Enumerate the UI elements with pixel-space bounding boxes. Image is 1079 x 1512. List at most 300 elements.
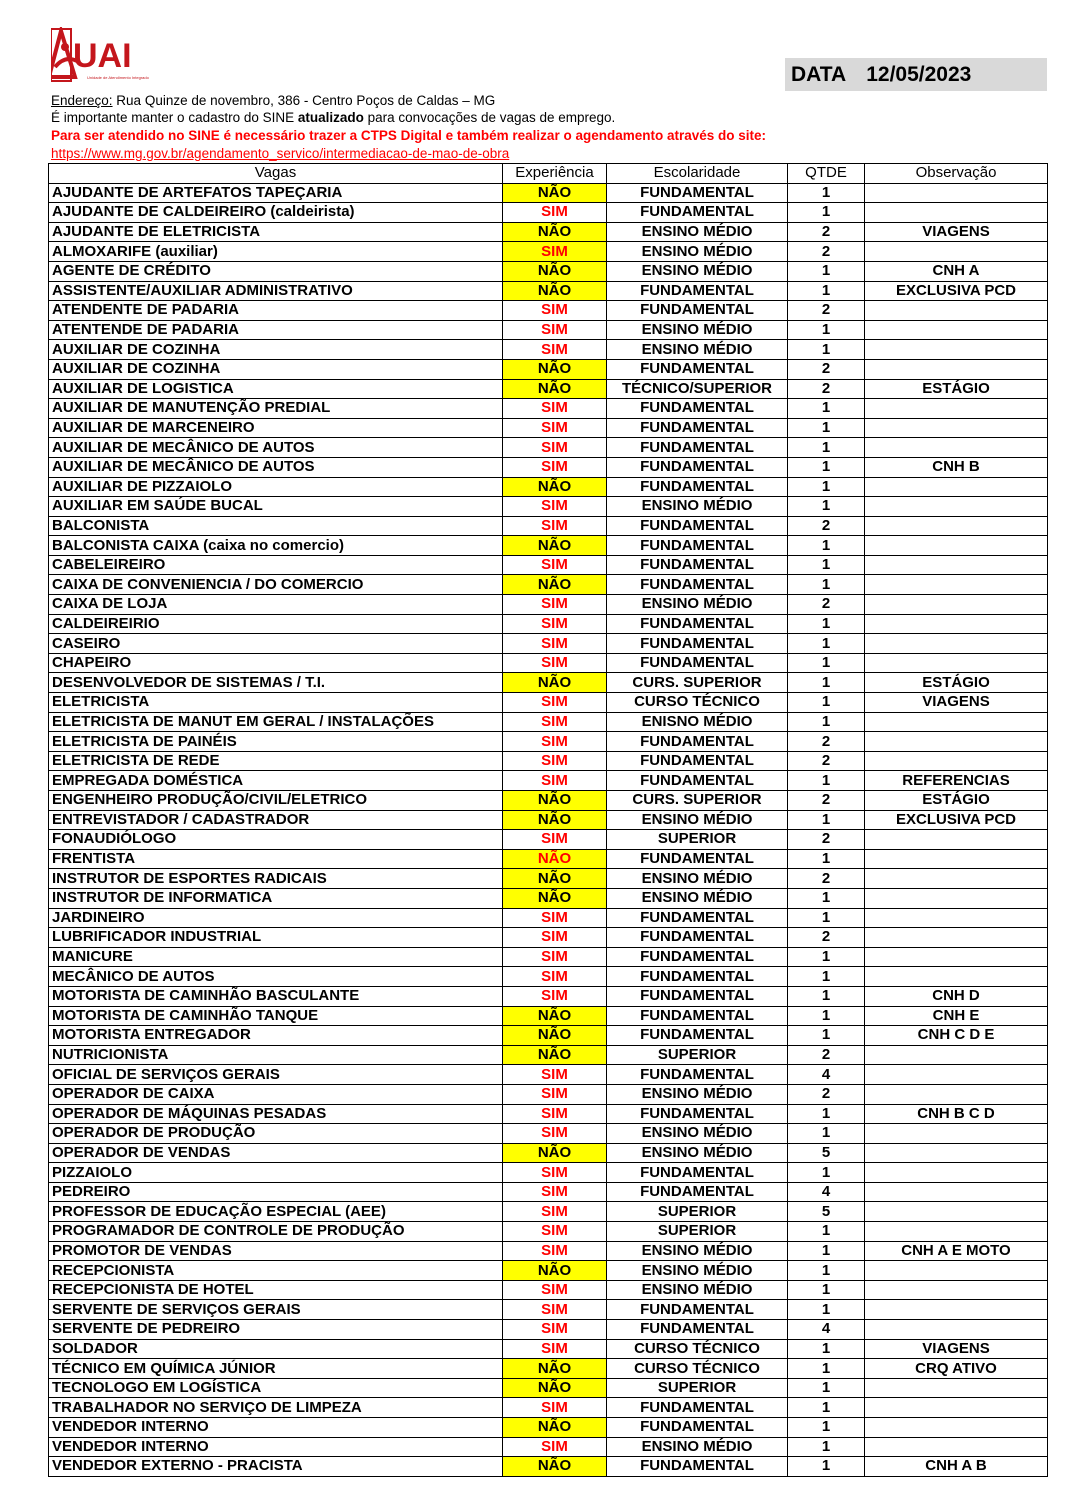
- qtde-cell: 1: [788, 1339, 865, 1359]
- observacao-cell: EXCLUSIVA PCD: [865, 810, 1048, 830]
- qtde-cell: 2: [788, 732, 865, 752]
- table-row: [49, 1065, 1048, 1085]
- experiencia-cell: SIM: [503, 1437, 607, 1457]
- table-row: [49, 614, 1048, 634]
- experiencia-cell: SIM: [503, 301, 607, 321]
- experiencia-cell: SIM: [503, 1339, 607, 1359]
- observacao-cell: [865, 869, 1048, 889]
- escolaridade-cell: ENSINO MÉDIO: [607, 1241, 788, 1261]
- escolaridade-cell: FUNDAMENTAL: [607, 516, 788, 536]
- qtde-cell: 1: [788, 693, 865, 713]
- escolaridade-cell: ENISNO MÉDIO: [607, 712, 788, 732]
- table-row: [49, 830, 1048, 850]
- qtde-cell: 1: [788, 614, 865, 634]
- observacao-cell: [865, 1202, 1048, 1222]
- observacao-cell: [865, 1163, 1048, 1183]
- qtde-cell: 1: [788, 575, 865, 595]
- vaga-cell: AUXILIAR DE COZINHA: [49, 340, 503, 360]
- observacao-cell: [865, 732, 1048, 752]
- table-row: [49, 1300, 1048, 1320]
- escolaridade-cell: FUNDAMENTAL: [607, 751, 788, 771]
- experiencia-cell: NÃO: [503, 1045, 607, 1065]
- experiencia-cell: NÃO: [503, 1261, 607, 1281]
- qtde-cell: 1: [788, 1418, 865, 1438]
- qtde-cell: 1: [788, 1006, 865, 1026]
- table-row: [49, 242, 1048, 262]
- escolaridade-cell: FUNDAMENTAL: [607, 928, 788, 948]
- qtde-cell: 1: [788, 399, 865, 419]
- observacao-cell: [865, 928, 1048, 948]
- observacao-cell: [865, 967, 1048, 987]
- table-row: [49, 967, 1048, 987]
- vaga-cell: OPERADOR DE MÁQUINAS PESADAS: [49, 1104, 503, 1124]
- observacao-cell: [865, 575, 1048, 595]
- observacao-cell: [865, 555, 1048, 575]
- qtde-cell: 1: [788, 967, 865, 987]
- experiencia-cell: NÃO: [503, 183, 607, 203]
- vaga-cell: ENTREVISTADOR / CADASTRADOR: [49, 810, 503, 830]
- table-row: [49, 1124, 1048, 1144]
- table-row: [49, 1241, 1048, 1261]
- vaga-cell: AJUDANTE DE CALDEIREIRO (caldeirista): [49, 203, 503, 223]
- experiencia-cell: SIM: [503, 732, 607, 752]
- vaga-cell: LUBRIFICADOR INDUSTRIAL: [49, 928, 503, 948]
- qtde-cell: 1: [788, 1359, 865, 1379]
- experiencia-cell: NÃO: [503, 1026, 607, 1046]
- experiencia-cell: SIM: [503, 986, 607, 1006]
- vaga-cell: ATENDENTE DE PADARIA: [49, 301, 503, 321]
- notice-post: para convocações de vagas de emprego.: [363, 110, 616, 125]
- qtde-cell: 2: [788, 869, 865, 889]
- qtde-cell: 1: [788, 1261, 865, 1281]
- table-row: [49, 1398, 1048, 1418]
- date-label: DATA: [791, 62, 847, 86]
- vaga-cell: FRENTISTA: [49, 849, 503, 869]
- vaga-cell: PROFESSOR DE EDUCAÇÃO ESPECIAL (AEE): [49, 1202, 503, 1222]
- observacao-cell: [865, 497, 1048, 517]
- escolaridade-cell: ENSINO MÉDIO: [607, 888, 788, 908]
- qtde-cell: 1: [788, 261, 865, 281]
- vaga-cell: AJUDANTE DE ELETRICISTA: [49, 222, 503, 242]
- vaga-cell: TÉCNICO EM QUÍMICA JÚNIOR: [49, 1359, 503, 1379]
- vaga-cell: BALCONISTA CAIXA (caixa no comercio): [49, 536, 503, 556]
- observacao-cell: [865, 536, 1048, 556]
- observacao-cell: [865, 477, 1048, 497]
- observacao-cell: EXCLUSIVA PCD: [865, 281, 1048, 301]
- experiencia-cell: NÃO: [503, 849, 607, 869]
- observacao-cell: [865, 242, 1048, 262]
- qtde-cell: 1: [788, 418, 865, 438]
- experiencia-cell: SIM: [503, 908, 607, 928]
- escolaridade-cell: FUNDAMENTAL: [607, 477, 788, 497]
- table-row: [49, 359, 1048, 379]
- observacao-cell: [865, 399, 1048, 419]
- observacao-cell: CNH B: [865, 457, 1048, 477]
- escolaridade-cell: CURS. SUPERIOR: [607, 673, 788, 693]
- logo-text: UAI: [73, 37, 132, 75]
- observacao-cell: ESTÁGIO: [865, 791, 1048, 811]
- vaga-cell: OFICIAL DE SERVIÇOS GERAIS: [49, 1065, 503, 1085]
- table-row: [49, 908, 1048, 928]
- qtde-cell: 1: [788, 1457, 865, 1477]
- vaga-cell: PEDREIRO: [49, 1182, 503, 1202]
- observacao-cell: [865, 340, 1048, 360]
- vaga-cell: SERVENTE DE SERVIÇOS GERAIS: [49, 1300, 503, 1320]
- address-line: [51, 92, 495, 109]
- escolaridade-cell: FUNDAMENTAL: [607, 849, 788, 869]
- table-row: [49, 555, 1048, 575]
- qtde-cell: 1: [788, 1124, 865, 1144]
- escolaridade-cell: ENSINO MÉDIO: [607, 810, 788, 830]
- observacao-cell: [865, 634, 1048, 654]
- table-row: [49, 634, 1048, 654]
- qtde-cell: 1: [788, 634, 865, 654]
- qtde-cell: 1: [788, 653, 865, 673]
- qtde-cell: 1: [788, 1104, 865, 1124]
- vaga-cell: CASEIRO: [49, 634, 503, 654]
- observacao-cell: [865, 359, 1048, 379]
- experiencia-cell: SIM: [503, 516, 607, 536]
- vaga-cell: EMPREGADA DOMÉSTICA: [49, 771, 503, 791]
- table-header-row: [49, 164, 1048, 184]
- observacao-cell: CNH A E MOTO: [865, 1241, 1048, 1261]
- notice-bold: atualizado: [297, 110, 364, 125]
- escolaridade-cell: FUNDAMENTAL: [607, 653, 788, 673]
- table-row: [49, 1457, 1048, 1477]
- escolaridade-cell: ENSINO MÉDIO: [607, 1437, 788, 1457]
- notice-pre: É importante manter o cadastro do SINE: [51, 110, 298, 125]
- experiencia-cell: SIM: [503, 340, 607, 360]
- qtde-cell: 1: [788, 771, 865, 791]
- qtde-cell: 4: [788, 1182, 865, 1202]
- vaga-cell: MOTORISTA DE CAMINHÃO BASCULANTE: [49, 986, 503, 1006]
- table-row: [49, 281, 1048, 301]
- experiencia-cell: SIM: [503, 1104, 607, 1124]
- qtde-cell: 1: [788, 712, 865, 732]
- observacao-cell: CNH E: [865, 1006, 1048, 1026]
- header-experiencia: Experiência: [503, 164, 607, 184]
- escolaridade-cell: FUNDAMENTAL: [607, 1300, 788, 1320]
- vagas-table: [48, 163, 1048, 1477]
- experiencia-cell: NÃO: [503, 869, 607, 889]
- experiencia-cell: SIM: [503, 1163, 607, 1183]
- escolaridade-cell: FUNDAMENTAL: [607, 1026, 788, 1046]
- experiencia-cell: SIM: [503, 595, 607, 615]
- table-row: [49, 1222, 1048, 1242]
- table-row: [49, 399, 1048, 419]
- observacao-cell: [865, 203, 1048, 223]
- vaga-cell: NUTRICIONISTA: [49, 1045, 503, 1065]
- vaga-cell: BALCONISTA: [49, 516, 503, 536]
- observacao-cell: [865, 1437, 1048, 1457]
- vaga-cell: PROMOTOR DE VENDAS: [49, 1241, 503, 1261]
- escolaridade-cell: FUNDAMENTAL: [607, 1418, 788, 1438]
- escolaridade-cell: CURSO TÉCNICO: [607, 1339, 788, 1359]
- table-row: [49, 1202, 1048, 1222]
- experiencia-cell: SIM: [503, 928, 607, 948]
- qtde-cell: 2: [788, 222, 865, 242]
- escolaridade-cell: ENSINO MÉDIO: [607, 320, 788, 340]
- vaga-cell: JARDINEIRO: [49, 908, 503, 928]
- table-row: [49, 810, 1048, 830]
- table-body: [49, 183, 1048, 1476]
- observacao-cell: [865, 595, 1048, 615]
- experiencia-cell: NÃO: [503, 1378, 607, 1398]
- table-row: [49, 261, 1048, 281]
- qtde-cell: 1: [788, 947, 865, 967]
- experiencia-cell: NÃO: [503, 222, 607, 242]
- qtde-cell: 1: [788, 457, 865, 477]
- qtde-cell: 2: [788, 379, 865, 399]
- vaga-cell: AUXILIAR DE COZINHA: [49, 359, 503, 379]
- experiencia-cell: SIM: [503, 693, 607, 713]
- date-value: 12/05/2023: [866, 62, 972, 86]
- vaga-cell: AUXILIAR DE MECÂNICO DE AUTOS: [49, 457, 503, 477]
- escolaridade-cell: ENSINO MÉDIO: [607, 497, 788, 517]
- qtde-cell: 5: [788, 1143, 865, 1163]
- table-row: [49, 203, 1048, 223]
- escolaridade-cell: FUNDAMENTAL: [607, 183, 788, 203]
- escolaridade-cell: ENSINO MÉDIO: [607, 1261, 788, 1281]
- vaga-cell: OPERADOR DE VENDAS: [49, 1143, 503, 1163]
- table-row: [49, 1182, 1048, 1202]
- vaga-cell: FONAUDIÓLOGO: [49, 830, 503, 850]
- qtde-cell: 1: [788, 1241, 865, 1261]
- escolaridade-cell: FUNDAMENTAL: [607, 1182, 788, 1202]
- vaga-cell: CHAPEIRO: [49, 653, 503, 673]
- observacao-cell: CNH C D E: [865, 1026, 1048, 1046]
- experiencia-cell: NÃO: [503, 791, 607, 811]
- experiencia-cell: NÃO: [503, 477, 607, 497]
- vaga-cell: CAIXA DE CONVENIENCIA / DO COMERCIO: [49, 575, 503, 595]
- observacao-cell: [865, 1182, 1048, 1202]
- experiencia-cell: NÃO: [503, 575, 607, 595]
- table-row: [49, 183, 1048, 203]
- observacao-cell: VIAGENS: [865, 222, 1048, 242]
- observacao-cell: [865, 438, 1048, 458]
- escolaridade-cell: FUNDAMENTAL: [607, 1320, 788, 1340]
- observacao-cell: REFERENCIAS: [865, 771, 1048, 791]
- experiencia-cell: SIM: [503, 712, 607, 732]
- qtde-cell: 1: [788, 1300, 865, 1320]
- qtde-cell: 1: [788, 555, 865, 575]
- observacao-cell: ESTÁGIO: [865, 673, 1048, 693]
- qtde-cell: 1: [788, 673, 865, 693]
- vaga-cell: ALMOXARIFE (auxiliar): [49, 242, 503, 262]
- qtde-cell: 1: [788, 203, 865, 223]
- vaga-cell: MOTORISTA ENTREGADOR: [49, 1026, 503, 1046]
- observacao-cell: CNH A B: [865, 1457, 1048, 1477]
- qtde-cell: 1: [788, 1280, 865, 1300]
- experiencia-cell: SIM: [503, 399, 607, 419]
- vaga-cell: ENGENHEIRO PRODUÇÃO/CIVIL/ELETRICO: [49, 791, 503, 811]
- qtde-cell: 2: [788, 1084, 865, 1104]
- observacao-cell: [865, 712, 1048, 732]
- table-row: [49, 928, 1048, 948]
- qtde-cell: 2: [788, 791, 865, 811]
- experiencia-cell: SIM: [503, 1182, 607, 1202]
- escolaridade-cell: FUNDAMENTAL: [607, 457, 788, 477]
- table-row: [49, 712, 1048, 732]
- vaga-cell: ELETRICISTA DE PAINÉIS: [49, 732, 503, 752]
- qtde-cell: 1: [788, 810, 865, 830]
- table-row: [49, 1359, 1048, 1379]
- vaga-cell: MECÂNICO DE AUTOS: [49, 967, 503, 987]
- observacao-cell: [865, 1398, 1048, 1418]
- escolaridade-cell: CURSO TÉCNICO: [607, 693, 788, 713]
- table-row: [49, 438, 1048, 458]
- table-row: [49, 771, 1048, 791]
- table-row: [49, 849, 1048, 869]
- escolaridade-cell: ENSINO MÉDIO: [607, 1143, 788, 1163]
- observacao-cell: CNH A: [865, 261, 1048, 281]
- experiencia-cell: SIM: [503, 947, 607, 967]
- experiencia-cell: SIM: [503, 418, 607, 438]
- table-row: [49, 301, 1048, 321]
- experiencia-cell: NÃO: [503, 359, 607, 379]
- qtde-cell: 2: [788, 595, 865, 615]
- observacao-cell: VIAGENS: [865, 693, 1048, 713]
- table-row: [49, 516, 1048, 536]
- escolaridade-cell: FUNDAMENTAL: [607, 771, 788, 791]
- observacao-cell: [865, 183, 1048, 203]
- experiencia-cell: SIM: [503, 653, 607, 673]
- table-row: [49, 653, 1048, 673]
- observacao-cell: [865, 1261, 1048, 1281]
- qtde-cell: 1: [788, 1163, 865, 1183]
- table-row: [49, 320, 1048, 340]
- escolaridade-cell: FUNDAMENTAL: [607, 908, 788, 928]
- observacao-cell: [865, 751, 1048, 771]
- table-row: [49, 673, 1048, 693]
- escolaridade-cell: ENSINO MÉDIO: [607, 869, 788, 889]
- escolaridade-cell: FUNDAMENTAL: [607, 1163, 788, 1183]
- address-text: Rua Quinze de novembro, 386 - Centro Poços de Caldas – MG: [112, 93, 496, 108]
- escolaridade-cell: SUPERIOR: [607, 1378, 788, 1398]
- experiencia-cell: SIM: [503, 1084, 607, 1104]
- vaga-cell: AGENTE DE CRÉDITO: [49, 261, 503, 281]
- qtde-cell: 1: [788, 340, 865, 360]
- vaga-cell: SERVENTE DE PEDREIRO: [49, 1320, 503, 1340]
- escolaridade-cell: SUPERIOR: [607, 1222, 788, 1242]
- vaga-cell: MANICURE: [49, 947, 503, 967]
- header-vagas: Vagas: [49, 164, 503, 184]
- vaga-cell: OPERADOR DE CAIXA: [49, 1084, 503, 1104]
- experiencia-cell: SIM: [503, 457, 607, 477]
- qtde-cell: 1: [788, 1026, 865, 1046]
- experiencia-cell: SIM: [503, 1241, 607, 1261]
- vaga-cell: ATENTENDE DE PADARIA: [49, 320, 503, 340]
- qtde-cell: 1: [788, 497, 865, 517]
- observacao-cell: VIAGENS: [865, 1339, 1048, 1359]
- qtde-cell: 1: [788, 320, 865, 340]
- vaga-cell: AUXILIAR DE MARCENEIRO: [49, 418, 503, 438]
- escolaridade-cell: FUNDAMENTAL: [607, 967, 788, 987]
- header-escolaridade: Escolaridade: [607, 164, 788, 184]
- table-row: [49, 1437, 1048, 1457]
- escolaridade-cell: ENSINO MÉDIO: [607, 1280, 788, 1300]
- qtde-cell: 1: [788, 849, 865, 869]
- qtde-cell: 2: [788, 830, 865, 850]
- vaga-cell: AUXILIAR EM SAÚDE BUCAL: [49, 497, 503, 517]
- observacao-cell: [865, 1280, 1048, 1300]
- vaga-cell: ASSISTENTE/AUXILIAR ADMINISTRATIVO: [49, 281, 503, 301]
- table-row: [49, 751, 1048, 771]
- table-row: [49, 869, 1048, 889]
- vaga-cell: CALDEIREIRIO: [49, 614, 503, 634]
- observacao-cell: [865, 653, 1048, 673]
- table-row: [49, 1006, 1048, 1026]
- qtde-cell: 2: [788, 242, 865, 262]
- qtde-cell: 1: [788, 536, 865, 556]
- escolaridade-cell: FUNDAMENTAL: [607, 536, 788, 556]
- experiencia-cell: SIM: [503, 614, 607, 634]
- experiencia-cell: NÃO: [503, 1457, 607, 1477]
- table-row: [49, 1026, 1048, 1046]
- experiencia-cell: SIM: [503, 1280, 607, 1300]
- observacao-cell: CNH D: [865, 986, 1048, 1006]
- observacao-cell: CNH B C D: [865, 1104, 1048, 1124]
- vaga-cell: AUXILIAR DE PIZZAIOLO: [49, 477, 503, 497]
- vaga-cell: ELETRICISTA DE MANUT EM GERAL / INSTALAÇÕES: [49, 712, 503, 732]
- logo-subtitle: Unidade de Atendimento Integrado: [87, 75, 149, 80]
- experiencia-cell: SIM: [503, 320, 607, 340]
- vaga-cell: MOTORISTA DE CAMINHÃO TANQUE: [49, 1006, 503, 1026]
- experiencia-cell: SIM: [503, 203, 607, 223]
- observacao-cell: [865, 1300, 1048, 1320]
- observacao-cell: [865, 1065, 1048, 1085]
- table-row: [49, 477, 1048, 497]
- experiencia-cell: SIM: [503, 634, 607, 654]
- observacao-cell: [865, 418, 1048, 438]
- table-row: [49, 1378, 1048, 1398]
- table-row: [49, 1143, 1048, 1163]
- address-label: Endereço:: [51, 93, 113, 108]
- table-row: [49, 457, 1048, 477]
- escolaridade-cell: ENSINO MÉDIO: [607, 1124, 788, 1144]
- vaga-cell: AUXILIAR DE MANUTENÇÃO PREDIAL: [49, 399, 503, 419]
- qtde-cell: 1: [788, 908, 865, 928]
- qtde-cell: 1: [788, 281, 865, 301]
- escolaridade-cell: FUNDAMENTAL: [607, 732, 788, 752]
- experiencia-cell: NÃO: [503, 810, 607, 830]
- table-row: [49, 888, 1048, 908]
- qtde-cell: 4: [788, 1065, 865, 1085]
- observacao-cell: [865, 849, 1048, 869]
- experiencia-cell: SIM: [503, 438, 607, 458]
- qtde-cell: 2: [788, 301, 865, 321]
- vaga-cell: ELETRICISTA DE REDE: [49, 751, 503, 771]
- escolaridade-cell: FUNDAMENTAL: [607, 634, 788, 654]
- table-row: [49, 222, 1048, 242]
- observacao-cell: [865, 320, 1048, 340]
- observacao-cell: [865, 888, 1048, 908]
- experiencia-cell: SIM: [503, 1124, 607, 1144]
- table-row: [49, 732, 1048, 752]
- experiencia-cell: NÃO: [503, 673, 607, 693]
- vaga-cell: VENDEDOR INTERNO: [49, 1418, 503, 1438]
- date-box: [785, 58, 1047, 91]
- table-row: [49, 1163, 1048, 1183]
- qtde-cell: 1: [788, 477, 865, 497]
- escolaridade-cell: FUNDAMENTAL: [607, 614, 788, 634]
- table-row: [49, 575, 1048, 595]
- agendamento-link[interactable]: https://www.mg.gov.br/agendamento_servico/intermediacao-de-mao-de-obra: [51, 146, 510, 161]
- table-row: [49, 791, 1048, 811]
- table-row: [49, 1418, 1048, 1438]
- experiencia-cell: SIM: [503, 1300, 607, 1320]
- experiencia-cell: SIM: [503, 1065, 607, 1085]
